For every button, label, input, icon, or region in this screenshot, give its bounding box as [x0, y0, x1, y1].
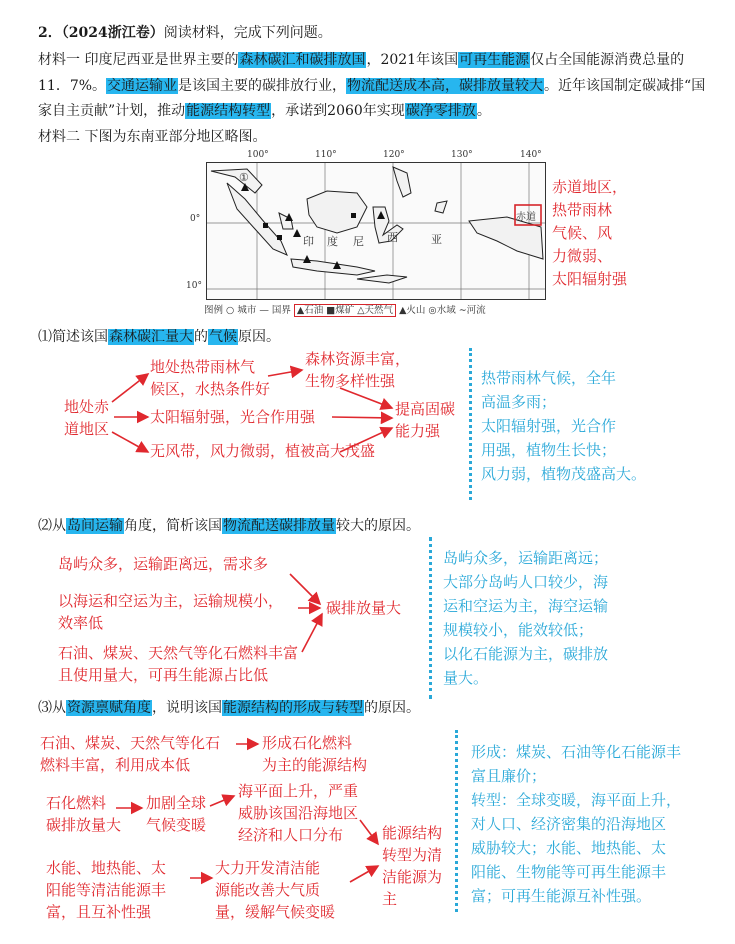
- map-equator-label: 赤道: [516, 212, 536, 223]
- node-line: 且使用量大，可再生能源占比低: [58, 666, 269, 684]
- text-span: ⑶从: [38, 700, 66, 716]
- highlight-span: 森林碳汇和碳排放国: [239, 52, 366, 68]
- node-line: 碳排放量大: [46, 816, 122, 834]
- arrow: [112, 432, 148, 452]
- node-line: 海平面上升，严重: [238, 782, 359, 800]
- answer-line: 太阳辐射强，光合作: [481, 417, 617, 435]
- node-line: 效率低: [58, 614, 104, 632]
- node-line: 阳能等清洁能源丰: [46, 881, 167, 899]
- node-line: 经济和人口分布: [238, 826, 344, 844]
- text-span: 材料一 印度尼西亚是世界主要的: [38, 52, 239, 68]
- text-span: ，承诺到2060年实现: [271, 103, 405, 119]
- answer-line: 量大。: [443, 669, 489, 687]
- answer-line: 高温多雨；: [481, 393, 557, 411]
- highlight-span: 岛间运输: [67, 518, 123, 534]
- lon-tick: 100°: [247, 150, 269, 160]
- material2-caption: 材料二 下图为东南亚部分地区略图。: [38, 129, 267, 145]
- node-line: 提高固碳: [395, 400, 456, 418]
- node-line: 加剧全球: [146, 794, 207, 812]
- answer-line: 威胁较大；水能、地热能、太: [471, 839, 667, 857]
- text-span: ，2021年该国: [366, 52, 459, 68]
- annotation-line: 力微弱、: [552, 247, 613, 265]
- node-line: 燃料丰富，利用成本低: [40, 756, 191, 774]
- map-text: 印: [303, 235, 314, 248]
- arrow: [268, 370, 302, 376]
- arrow: [290, 574, 320, 604]
- node-line: 转型为清: [382, 846, 443, 864]
- arrow: [302, 614, 322, 652]
- question-number: 2．: [38, 25, 62, 41]
- arrow: [210, 796, 234, 806]
- text-span: 家自主贡献”计划，推动: [38, 103, 186, 119]
- lat-tick: 0°: [190, 214, 201, 224]
- lon-tick: 120°: [383, 150, 405, 160]
- arrow: [332, 417, 392, 418]
- node-line: 威胁该国沿海地区: [238, 804, 359, 822]
- answer-line: 风力弱，植物茂盛高大。: [481, 465, 647, 483]
- node-line: 以海运和空运为主，运输规模小，: [58, 592, 284, 610]
- text-span: 。近年该国制定碳减排“国: [544, 78, 706, 94]
- text-span: 。: [476, 103, 491, 119]
- answer-line: 规模较小，能效较低；: [443, 621, 594, 639]
- q2-result-node: 碳排放量大: [326, 599, 402, 617]
- q2-reason-1: 岛屿众多，运输距离远，需求多: [58, 555, 269, 573]
- legend-resource-box: ▲石油 ■煤矿 △天然气: [294, 304, 396, 317]
- node-line: 候区，水热条件好: [150, 380, 271, 398]
- arrow: [112, 374, 148, 402]
- highlight-span: 气候: [209, 329, 237, 345]
- highlight-span: 物流配送成本高，碳排放量较大: [347, 78, 544, 94]
- answer-line: 大部分岛屿人口较少，海: [443, 573, 609, 591]
- highlight-span: 能源结构转型: [186, 103, 271, 119]
- answer-line: 用强，植物生长快；: [481, 441, 617, 459]
- annotation-line: 赤道地区，: [552, 178, 628, 196]
- highlight-span: 物流配送碳排放量: [223, 518, 335, 534]
- node-line: 石油、煤炭、天然气等化石: [40, 734, 221, 752]
- highlight-span: 碳净零排放: [405, 103, 476, 119]
- question-instruction: 阅读材料，完成下列问题。: [163, 25, 332, 41]
- answer-line: 以化石能源为主，碳排放: [443, 645, 609, 663]
- arrow: [340, 388, 392, 408]
- answer-line: 阳能、生物能等可再生能源丰: [471, 863, 667, 881]
- node-line: 能力强: [395, 422, 441, 440]
- highlight-span: 能源结构的形成与转型: [223, 700, 363, 716]
- map-label-1: ①: [239, 171, 249, 184]
- map-text: 亚: [431, 233, 442, 246]
- node-line: 道地区: [64, 420, 110, 438]
- lat-tick: 10°: [186, 281, 202, 291]
- answer-line: 运和空运为主，海空运输: [443, 597, 609, 615]
- highlight-span: 可再生能源: [459, 52, 530, 68]
- text-span: ⑴简述该国: [38, 329, 108, 345]
- question-source: （2024浙江卷）: [61, 25, 164, 41]
- answer-line: 转型：全球变暖，海平面上升，: [471, 791, 682, 809]
- text-span: 较大的原因。: [336, 518, 420, 534]
- answer-line: 热带雨林气候，全年: [481, 369, 617, 387]
- answer-line: 对人口、经济密集的沿海地区: [471, 815, 667, 833]
- node-line: 地处赤: [64, 398, 110, 416]
- text-span: ，说明该国: [152, 700, 222, 716]
- node-line: 水能、地热能、太: [46, 859, 167, 877]
- node-line: 大力开发清洁能: [215, 859, 321, 877]
- map-text: 度: [327, 235, 338, 248]
- lon-tick: 130°: [451, 150, 473, 160]
- node-line: 源能改善大气质: [215, 881, 321, 899]
- answer-line: 富且廉价；: [471, 767, 547, 785]
- lon-tick: 140°: [520, 150, 542, 160]
- annotation-line: 热带雨林: [552, 201, 613, 219]
- text-span: 11．7%。: [38, 78, 107, 94]
- node-line: 形成石化燃料: [262, 734, 353, 752]
- text-span: 是该国主要的碳排放行业，: [178, 78, 347, 94]
- node-line: 量，缓解气候变暖: [215, 903, 336, 921]
- arrow: [340, 428, 392, 452]
- legend-suffix: ▲火山 ◎水域 ∼河流: [399, 305, 486, 316]
- text-span: 的: [194, 329, 208, 345]
- text-span: 原因。: [238, 329, 280, 345]
- text-span: 角度，简析该国: [124, 518, 222, 534]
- annotation-line: 气候、风: [552, 224, 613, 242]
- map-text: 尼: [353, 235, 364, 248]
- annotation-line: 太阳辐射强: [552, 270, 628, 288]
- highlight-span: 交通运输业: [107, 78, 178, 94]
- q1-branch-3: 无风带，风力微弱，植被高大茂盛: [150, 442, 376, 460]
- node-line: 气候变暖: [146, 816, 207, 834]
- arrow: [360, 820, 378, 844]
- legend-prefix: 图例 ○ 城市 — 国界: [204, 305, 291, 316]
- lon-tick: 110°: [315, 150, 337, 160]
- node-line: 为主的能源结构: [262, 756, 368, 774]
- arrow: [350, 866, 378, 882]
- node-line: 森林资源丰富，: [305, 350, 411, 368]
- answer-line: 岛屿众多，运输距离远；: [443, 549, 609, 567]
- node-line: 石化燃料: [46, 794, 107, 812]
- text-span: ⑵从: [38, 518, 66, 534]
- node-line: 生物多样性强: [305, 372, 396, 390]
- node-line: 能源结构: [382, 824, 443, 842]
- highlight-span: 资源禀赋角度: [67, 700, 151, 716]
- highlight-span: 森林碳汇量大: [109, 329, 193, 345]
- text-span: 的原因。: [364, 700, 420, 716]
- answer-line: 富；可再生能源互补性强。: [471, 887, 652, 905]
- node-line: 主: [382, 890, 398, 908]
- node-line: 石油、煤炭、天然气等化石燃料丰富: [58, 644, 299, 662]
- node-line: 富，且互补性强: [46, 903, 152, 921]
- node-line: 洁能源为: [382, 868, 443, 886]
- answer-line: 形成：煤炭、石油等化石能源丰: [471, 743, 682, 761]
- q1-branch-2: 太阳辐射强，光合作用强: [150, 408, 316, 426]
- text-span: 仅占全国能源消费总量的: [530, 52, 685, 68]
- map-text: 西: [387, 231, 398, 244]
- node-line: 地处热带雨林气: [150, 358, 256, 376]
